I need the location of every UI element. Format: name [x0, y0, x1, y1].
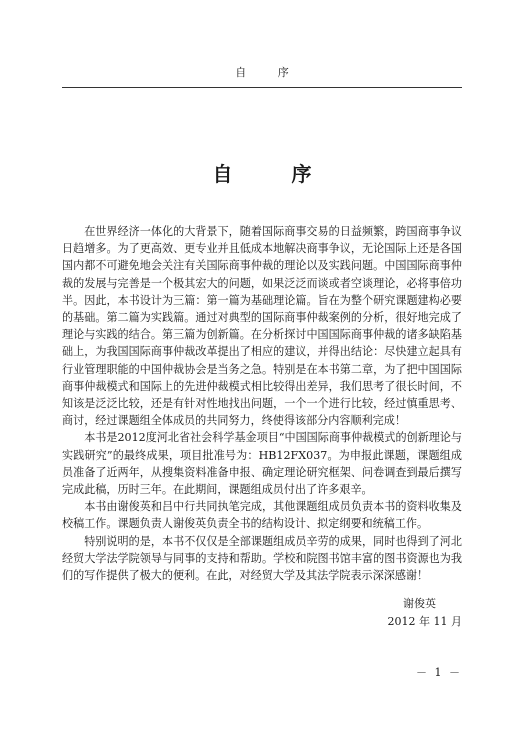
preface-paragraph: 在世界经济一体化的大背景下，随着国际商事交易的日益频繁，跨国商事争议日趋增多。为了更高效、更专业并且低成本地解决商事争议，无论国际上还是各国国内都不可避免地会关注有关国际商事仲裁的理论以及实践问题。中国国际商事仲裁的发展与完善是一个极其宏大的问题，如果泛泛而谈或者空谈理论，必将事倍功半。因此，本书设计为三篇：第一篇为基础理论篇。旨在为整个研究课题建构必要的基础。第二篇为实践篇。通过对典型的国际商事仲裁案例的分析，很好地完成了理论与实践的结合。第三篇为创新篇。在分析探讨中国国际商事仲裁的诸多缺陷基础上，为我国国际商事仲裁改革提出了相应的建议，并得出结论：尽快建立起具有行业管理职能的中国仲裁协会是当务之急。特别是在本书第二章，为了把中国国际商事仲裁模式和国际上的先进仲裁模式相比较得出差异，我们思考了很长时间，不知该是泛泛比较，还是有针对性地找出问题，一个一个进行比较，经过慎重思考、商讨，经过课题组全体成员的共同努力，终使得该部分内容顺利完成！: [62, 225, 462, 428]
preface-paragraph: 本书由谢俊英和吕中行共同执笔完成，其他课题组成员负责本书的资料收集及校稿工作。课题负责人谢俊英负责全书的结构设计、拟定纲要和统稿工作。: [62, 500, 462, 531]
page-number: － 1 －: [416, 666, 462, 679]
preface-paragraph: 特别说明的是，本书不仅仅是全部课题组成员辛劳的成果，同时也得到了河北经贸大学法学院领导与同事的支持和帮助。学校和院图书馆丰富的图书资源也为我们的写作提供了极大的便利。在此，对经贸大学及其法学院表示深深感谢！: [62, 534, 462, 583]
preface-body: [62, 223, 462, 584]
running-header: 自 序: [235, 66, 303, 79]
signature-date: 2012 年 11 月: [387, 615, 462, 628]
signature-block: [388, 595, 462, 631]
page-title: 自 序: [212, 162, 338, 186]
header-rule: [62, 87, 462, 88]
preface-paragraph: 本书是2012度河北省社会科学基金项目“中国国际商事仲裁模式的创新理论与实践研究”的最终成果，项目批准号为：HB12FX037。为申报此课题，课题组成员准备了近两年，从搜集资料准备申报、确定理论研究框架、问卷调查到最后撰写完成此稿，历时三年。在此期间，课题组成员付出了许多艰辛。: [62, 431, 463, 497]
author-name: 谢俊英: [403, 597, 436, 610]
